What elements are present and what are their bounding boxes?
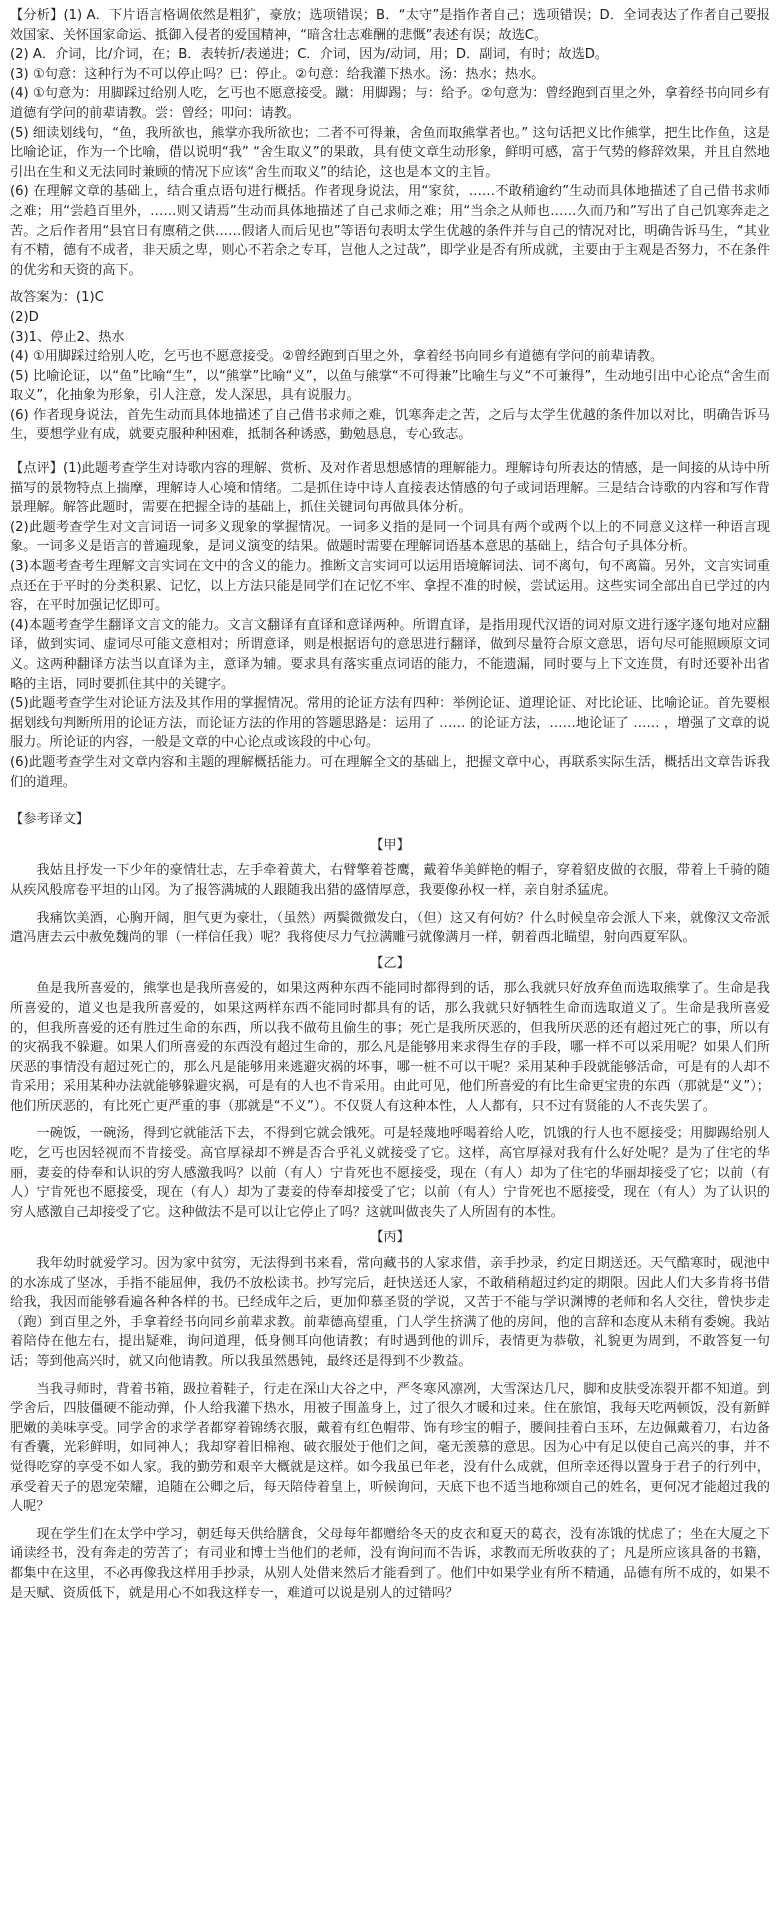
comment-item-2: (2)此题考查学生对文言词语一词多义现象的掌握情况。一词多义指的是同一个词具有两个或两个以上的不同意义这样一种语言现象。一词多义是语言的普遍现象，是词义演变的结果。做题时需要在理解词语基本意思的基础上，结合句子具体分析。 (10, 519, 770, 555)
answer-item-4: (4) ①用脚踩过给别人吃，乞丐也不愿意接受。②曾经跑到百里之外，拿着经书向同乡有道德有学问的前辈请教。 (10, 349, 664, 365)
bing-para-3: 现在学生们在太学中学习，朝廷每天供给膳食，父母每年都赠给冬天的皮衣和夏天的葛衣，没有冻饿的忧虑了；坐在大厦之下诵读经书，没有奔走的劳苦了；有司业和博士当他们的老师，没有询问而不告诉，求教而无所收获的了；凡是所应该具备的书籍，都集中在这里，不必再像我这样用手抄录，从别人处借来然后才能看到了。他们中如果学业有所不精通，品德有所不成的，如果不是天赋、资质低下，就是用心不如我这样专一，难道可以说是别人的过错吗？ (10, 1526, 770, 1601)
spacer (10, 792, 770, 810)
spacer (10, 901, 770, 909)
section-title-yi: 【乙】 (370, 955, 410, 971)
analysis-item-4: (4) ①句意为：用脚踩过给别人吃，乞丐也不愿意接受。蹴：用脚踢；与：给予。②句意为：曾经跑到百里之外，拿着经书向同乡有道德有学问的前辈请教。尝：曾经；叩问：请教。 (10, 86, 770, 121)
analysis-section (10, 6, 770, 280)
answer-section (10, 288, 770, 445)
analysis-item-1: 【分析】(1) A．下片语言格调依然是粗犷，豪放；选项错误；B．“太守”是指作者自己；选项错误；D．全词表达了作者自己要报效国家、关怀国家命运、抵御入侵者的爱国精神，“暗含壮志难酬的悲慨”表述有误；故选C。 (10, 8, 770, 43)
comment-section (10, 459, 770, 792)
section-title-bing: 【丙】 (370, 1230, 410, 1246)
comment-item-1: 【点评】(1)此题考查学生对诗歌内容的理解、赏析、及对作者思想感情的理解能力。理解诗句所表达的情感，是一间接的从诗中所描写的景物特点上揣摩，理解诗人心境和情绪。二是抓住诗中诗人直接表达情感的句子或词语理解。三是结合诗歌的内容和写作背景理解。解答此题时，需要在把握全诗的基础上，抓住关键词句再做具体分析。 (10, 461, 770, 516)
spacer (10, 280, 770, 288)
answer-item-3: (3)1、停止2、热水 (10, 329, 125, 345)
analysis-item-2: (2) A．介词，比/介词，在；B．表转折/表递进；C．介词，因为/动词，用；D．副词，有时；故选D。 (10, 47, 609, 63)
yi-para-1: 鱼是我所喜爱的，熊掌也是我所喜爱的，如果这两种东西不能同时都得到的话，那么我就只好放弃鱼而选取熊掌了。生命是我所喜爱的，道义也是我所喜爱的，如果这两样东西不能同时都具有的话，那么我就只好牺牲生命而选取道义了。生命是我所喜爱的，但我所喜爱的还有胜过生命的东西，所以我不做苟且偷生的事；死亡是我所厌恶的，但我所厌恶的还有超过死亡的事，所以有的灾祸我不躲避。如果人们所喜爱的东西没有超过生命的，那么凡是能够用来求得生存的手段，哪一样不可以采用呢？如果人们所厌恶的事情没有超过死亡的，那么凡是能够用来逃避灾祸的坏事，哪一桩不可以干呢？采用某种手段就能够活命，可是有的人却不肯采用；采用某种办法就能够躲避灾祸，可是有的人也不肯采用。由此可见，他们所喜爱的有比生命更宝贵的东西（那就是“义”）；他们所厌恶的，有比死亡更严重的事（那就是“不义”）。不仅贤人有这种本性，人人都有，只不过有贤能的人不丧失罢了。 (10, 981, 770, 1114)
section-title-jia: 【甲】 (370, 837, 410, 853)
comment-item-5: (5)此题考查学生对论证方法及其作用的掌握情况。常用的论证方法有四种：举例论证、道理论证、对比论证、比喻论证。首先要根据划线句判断所用的论证方法，而论证方法的作用的答题思路是：运用了 …… 的论证方法，……地论证了 …… ，增强了文章的说服力。所论证的内容，一般是文章的中心论点或该段的中心句。 (10, 696, 770, 751)
analysis-item-3: (3) ①句意：这种行为不可以停止吗？已：停止。②句意：给我灌下热水。汤：热水；热水。 (10, 66, 545, 82)
translation-section (10, 810, 770, 1603)
spacer (10, 1116, 770, 1124)
answer-item-6: (6) 作者现身说法，首先生动而具体地描述了自己借书求师之难，饥寒奔走之苦，之后与太学生优越的条件加以对比，明确告诉马生，要想学业有成，就要克服种种困难，抵制各种诱惑，勤勉恳息，专心致志。 (10, 407, 770, 443)
translation-heading: 【参考译文】 (10, 812, 90, 828)
comment-item-6: (6)此题考查学生对文章内容和主题的理解概括能力。可在理解全文的基础上，把握文章中心，再联系实际生活，概括出文章告诉我们的道理。 (10, 754, 770, 790)
bing-para-2: 当我寻师时，背着书箱，趿拉着鞋子，行走在深山大谷之中，严冬寒风凛冽，大雪深达几尺，脚和皮肤受冻裂开都不知道。到学舍后，四肢僵硬不能动弹，仆人给我灌下热水，用被子围盖身上，过了很久才暖和过来。住在旅馆，我每天吃两顿饭，没有新鲜肥嫩的美味享受。同学舍的求学者都穿着锦绣衣服，戴着有红色帽带、饰有珍宝的帽子，腰间挂着白玉环，左边佩戴着刀，右边备有香囊，光彩鲜明，如同神人；我却穿着旧棉袍、破衣服处于他们之间，毫无羡慕的意思。因为心中有足以使自己高兴的事，并不觉得吃穿的享受不如人家。我的勤劳和艰辛大概就是这样。如今我虽已年老，没有什么成就，但所幸还得以置身于君子的行列中，承受着天子的恩宠荣耀，追随在公卿之后，每天陪侍着皇上，听候询问，天底下也不适当地称颂自己的姓名，更何况才能超过我的人呢？ (10, 1381, 770, 1515)
answer-item-5: (5) 比喻论证，以“鱼”比喻“生”，以“熊掌”比喻“义”，以鱼与熊掌“不可得兼”比喻生与义“不可兼得”，生动地引出中心论点“舍生而取义”，化抽象为形象，引人注意，发人深思，具有说服力。 (10, 368, 770, 404)
spacer (10, 1372, 770, 1380)
spacer (10, 445, 770, 459)
jia-para-1: 我姑且抒发一下少年的豪情壮志，左手牵着黄犬，右臂擎着苍鹰，戴着华美鲜艳的帽子，穿着貂皮做的衣服，带着上千骑的随从疾风般席卷平坦的山冈。为了报答满城的人跟随我出猎的盛情厚意，我要像孙权一样，亲自射杀猛虎。 (10, 863, 770, 898)
analysis-item-6: (6) 在理解文章的基础上，结合重点语句进行概括。作者现身说法，用“家贫，……不敢稍逾约”生动而具体地描述了自己借书求师之难；用“尝趋百里外，……则又请焉”生动而具体地描述了自己求师之难；用“当余之从师也……久而乃和”写出了自己饥寒奔走之苦。之后作者用“县官日有廪稍之供……假诸人而后见也”等语句表明太学生优越的条件并与自己的情况对比，明确告诉马生，“其业有不精，德有不成者，非天质之卑，则心不若余之专耳，岂他人之过哉”，即学业是否有所成就，主要由于主观是否努力，不在条件的优劣和天资的高下。 (10, 184, 770, 278)
comment-item-3: (3)本题考查考生理解文言实词在文中的含义的能力。推断文言实词可以运用语境解词法、词不离句，句不离篇。另外，文言实词重点还在于平时的分类积累、记忆，以上方法只能是同学们在记忆不牢、拿捏不准的时候，尝试运用。这些实词全部出自已学过的内容，在平时加强记忆即可。 (10, 559, 770, 614)
analysis-item-5: (5) 细读划线句，“鱼，我所欲也，熊掌亦我所欲也；二者不可得兼，舍鱼而取熊掌者也。” 这句话把义比作熊掌，把生比作鱼，这是比喻论证，作为一个比喻，借以说明“我” “舍生取义”的果敢，具有使文章生动形象，鲜明可感，富于气势的修辞效果，并且自然地引出在生和义无法同时兼顾的情况下应该“舍生而取义”的结论，这也是本文的主旨。 (10, 125, 770, 180)
bing-para-1: 我年幼时就爱学习。因为家中贫穷，无法得到书来看，常向藏书的人家求借，亲手抄录，约定日期送还。天气酷寒时，砚池中的水冻成了坚冰，手指不能屈伸，我仍不放松读书。抄写完后，赶快送还人家，不敢稍稍超过约定的期限。因此人们大多肯将书借给我，我因而能够看遍各种各样的书。已经成年之后，更加仰慕圣贤的学说，又苦于不能与学识渊博的老师和名人交往，曾快步走（跑）到百里之外，手拿着经书向同乡前辈求教。前辈德高望重，门人学生挤满了他的房间，他的言辞和态度从未稍有委婉。我站着陪侍在他左右，提出疑难，询问道理，低身侧耳向他请教；有时遇到他的训斥，表情更为恭敬，礼貌更为周到，不敢答复一句话；等到他高兴时，就又向他请教。所以我虽然愚钝，最终还是得到不少教益。 (10, 1256, 770, 1369)
spacer (10, 1517, 770, 1525)
answer-title: 故答案为：(1)C (10, 290, 104, 306)
yi-para-2: 一碗饭，一碗汤，得到它就能活下去，不得到它就会饿死。可是轻蔑地呼喝着给人吃，饥饿的行人也不愿接受；用脚踢给别人吃，乞丐也因轻视而不肯接受。高官厚禄却不辨是否合乎礼义就接受了它。这样，高官厚禄对我有什么好处呢？是为了住宅的华丽，妻妾的侍奉和认识的穷人感激我吗？以前（有人）宁肯死也不愿接受，现在（有人）却为了住宅的华丽却接受了它；以前（有人）宁肯死也不愿接受，现在（有人）却为了妻妾的侍奉却接受了它；以前（有人）宁肯死也不愿接受，现在（有人）为了认识的穷人感激自己却接受了它。这种做法不是可以让它停止了吗？这就叫做丧失了人所固有的本性。 (10, 1126, 770, 1220)
jia-para-2: 我痛饮美酒，心胸开阔，胆气更为豪壮，（虽然）两鬓微微发白，（但）这又有何妨？什么时候皇帝会派人下来，就像汉文帝派遣冯唐去云中赦免魏尚的罪（一样信任我）呢？我将使尽力气拉满雕弓就像满月一样，朝着西北瞄望，射向西夏军队。 (10, 910, 770, 946)
answer-item-2: (2)D (10, 309, 39, 325)
comment-item-4: (4)本题考查学生翻译文言文的能力。文言文翻译有直译和意译两种。所谓直译，是指用现代汉语的词对原文进行逐字逐句地对应翻译，做到实词、虚词尽可能文意相对；所谓意译，则是根据语句的意思进行翻译，做到尽量符合原文意思，语句尽可能照顾原文词义。这两种翻译方法当以直译为主，意译为辅。要求具有落实重点词语的能力，不能遗漏，同时要与上下文连贯，有时还要补出省略的主语，同时要抓住其中的关键字。 (10, 617, 770, 692)
